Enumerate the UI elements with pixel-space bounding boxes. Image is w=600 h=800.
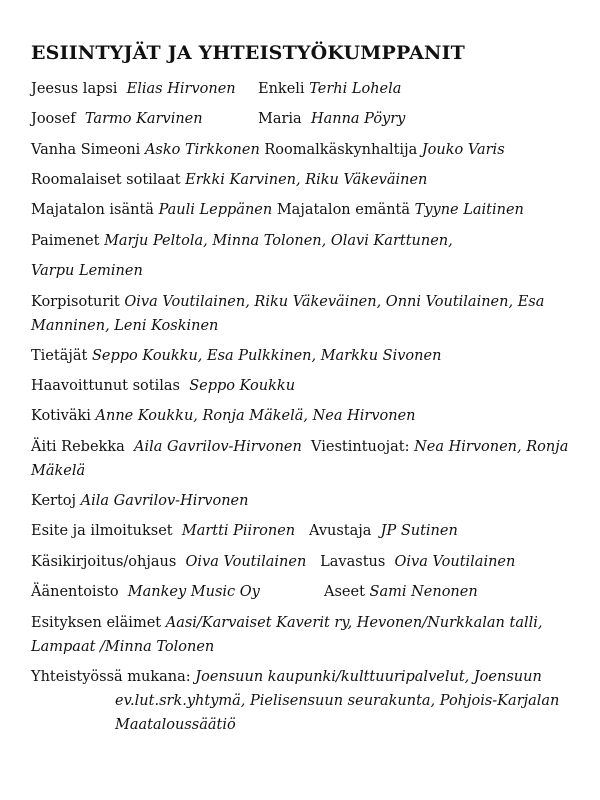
role-label: Avustaja xyxy=(308,523,372,539)
credit-line xyxy=(31,108,203,130)
performer-name: ev.lut.srk.yhtymä, Pielisensuun seurakunta, Pohjois-Karjalan xyxy=(115,693,560,709)
performer-name: Oiva Voutilainen xyxy=(185,554,307,570)
role-label: Kotiväki xyxy=(31,408,91,424)
role-label: Äänentoisto xyxy=(31,584,119,600)
performer-name: Lampaat /Minna Tolonen xyxy=(31,639,215,655)
role-label: Tietäjät xyxy=(31,348,88,364)
performer-name: Mäkelä xyxy=(31,463,86,479)
credit-line xyxy=(31,345,441,367)
credit-line xyxy=(31,291,544,313)
role-label: Kertoj xyxy=(31,493,77,509)
performer-name: JP Sutinen xyxy=(380,523,458,539)
performer-name: Jouko Varis xyxy=(421,142,505,158)
credit-line-continued xyxy=(115,690,559,712)
performer-name: Martti Piironen xyxy=(181,523,296,539)
credit-line xyxy=(31,230,453,252)
credit-line-continued xyxy=(31,315,218,337)
role-label: Paimenet xyxy=(31,233,100,249)
credit-line xyxy=(258,78,401,100)
role-label: Roomalkäskynhaltija xyxy=(264,142,418,158)
performer-name: Manninen, Leni Koskinen xyxy=(31,318,219,334)
credit-line xyxy=(31,551,515,573)
performer-name: Aila Gavrilov-Hirvonen xyxy=(133,439,302,455)
role-label: Haavoittunut sotilas xyxy=(31,378,180,394)
role-label: Esite ja ilmoitukset xyxy=(31,523,173,539)
role-label: Roomalaiset sotilaat xyxy=(31,172,181,188)
performer-name: Hanna Pöyry xyxy=(310,111,406,127)
role-label: Yhteistyössä mukana: xyxy=(31,669,191,685)
role-label: Äiti Rebekka xyxy=(31,439,125,455)
performer-name: Varpu Leminen xyxy=(31,263,143,279)
role-label: Lavastus xyxy=(320,554,386,570)
performer-name: Erkki Karvinen, Riku Väkeväinen xyxy=(185,172,428,188)
performer-name: Mankey Music Oy xyxy=(127,584,260,600)
performer-name: Sami Nenonen xyxy=(369,584,478,600)
role-label: Majatalon emäntä xyxy=(276,202,411,218)
credit-line xyxy=(31,436,568,458)
performer-name: Seppo Koukku xyxy=(189,378,296,394)
performer-name: Tarmo Karvinen xyxy=(84,111,203,127)
credit-line xyxy=(258,108,405,130)
performer-name: Terhi Lohela xyxy=(309,81,402,97)
credit-line xyxy=(31,520,458,542)
performer-name: Seppo Koukku, Esa Pulkkinen, Markku Sivonen xyxy=(91,348,442,364)
role-label: Aseet xyxy=(324,584,365,600)
credit-line-continued xyxy=(115,714,236,736)
role-label: Maria xyxy=(258,111,302,127)
credit-line-continued xyxy=(31,460,85,482)
credit-line xyxy=(31,405,416,427)
performer-name: Elias Hirvonen xyxy=(126,81,236,97)
performer-name: Maataloussäätiö xyxy=(115,717,236,733)
role-label: Käsikirjoitus/ohjaus xyxy=(31,554,177,570)
performer-name: Pauli Leppänen xyxy=(158,202,273,218)
role-label: Majatalon isäntä xyxy=(31,202,154,218)
role-label: Viestintuojat: xyxy=(311,439,410,455)
role-label: Vanha Simeoni xyxy=(31,142,141,158)
credit-line-continued xyxy=(31,636,214,658)
credit-line xyxy=(31,139,505,161)
role-label: Esityksen eläimet xyxy=(31,615,162,631)
performer-name: Asko Tirkkonen xyxy=(144,142,260,158)
performer-name: Oiva Voutilainen, Riku Väkeväinen, Onni Voutilainen, Esa xyxy=(124,294,545,310)
role-label: Korpisoturit xyxy=(31,294,120,310)
credit-line xyxy=(31,666,542,688)
credit-line xyxy=(31,490,248,512)
performer-name: Joensuun kaupunki/kulttuuripalvelut, Joensuun xyxy=(195,669,542,685)
role-label: Jeesus lapsi xyxy=(31,81,118,97)
performer-name: Anne Koukku, Ronja Mäkelä, Nea Hirvonen xyxy=(95,408,416,424)
performer-name: Oiva Voutilainen xyxy=(394,554,516,570)
credit-line xyxy=(31,78,236,100)
performer-name: Aila Gavrilov-Hirvonen xyxy=(80,493,249,509)
credit-line xyxy=(31,260,143,282)
credit-line xyxy=(31,612,543,634)
role-label: Enkeli xyxy=(258,81,305,97)
performer-name: Marju Peltola, Minna Tolonen, Olavi Karttunen, xyxy=(104,233,453,249)
performer-name: Nea Hirvonen, Ronja xyxy=(414,439,569,455)
credit-line xyxy=(324,581,478,603)
credit-line xyxy=(31,581,260,603)
role-label: Joosef xyxy=(31,111,76,127)
credit-line xyxy=(31,375,295,397)
performer-name: Tyyne Laitinen xyxy=(414,202,524,218)
credit-line xyxy=(31,169,427,191)
performer-name: Aasi/Karvaiset Kaverit ry, Hevonen/Nurkkalan talli, xyxy=(165,615,543,631)
page-title: ESIINTYJÄT JA YHTEISTYÖKUMPPANIT xyxy=(31,42,466,64)
credit-line xyxy=(31,199,524,221)
